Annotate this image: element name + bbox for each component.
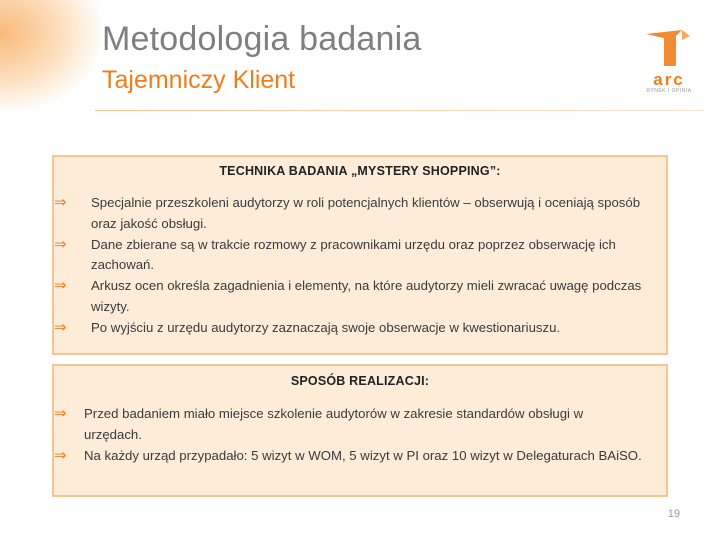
list-item: ⇒ Na każdy urząd przypadało: 5 wizyt w WOM, 5 wizyt w PI oraz 10 wizyt w Delegaturach BAiSO. (54, 446, 644, 467)
list-item: ⇒ Przed badaniem miało miejsce szkolenie audytorów w zakresie standardów obsługi w urzędach. (54, 405, 584, 442)
list-item: ⇒ Po wyjściu z urzędu audytorzy zaznaczają swoje obserwacje w kwestionariuszu. (54, 318, 654, 339)
arrow-right-icon: ⇒ (54, 318, 67, 336)
page-title: Metodologia badania (102, 20, 422, 58)
arrow-right-icon: ⇒ (54, 194, 67, 211)
list-item: ⇒ Dane zbierane są w trakcie rozmowy z pracownikami urzędu oraz poprzez obserwację ich zachowań. (54, 235, 616, 273)
header-divider (95, 110, 705, 111)
arrow-right-icon: ⇒ (54, 446, 67, 464)
arrow-right-icon: ⇒ (54, 235, 67, 253)
header-decoration (0, 0, 100, 110)
logo-text: arc (653, 70, 685, 89)
realization-heading: SPOSÓB REALIZACJI: (290, 374, 430, 388)
list-item: ⇒ Arkusz ocen określa zagadnienia i elementy, na które audytorzy mieli zwracać uwagę podczas wizyty. (54, 277, 642, 314)
realization-box (52, 364, 668, 497)
technique-heading: TECHNIKA BADANIA „MYSTERY SHOPPING”: (219, 164, 501, 178)
page-number: 19 (667, 508, 680, 520)
realization-list (54, 404, 644, 466)
list-item: ⇒ Specjalnie przeszkoleni audytorzy w roli potencjalnych klientów – obserwują i oceniają sposób oraz jakość obsługi. (54, 194, 641, 231)
technique-box (52, 155, 668, 355)
arrow-right-icon: ⇒ (54, 277, 67, 295)
page-subtitle: Tajemniczy Klient (102, 66, 296, 94)
logo-subtext: RYNEK I OPINIA (646, 88, 692, 94)
arrow-right-icon: ⇒ (54, 405, 67, 422)
technique-list (54, 193, 654, 339)
